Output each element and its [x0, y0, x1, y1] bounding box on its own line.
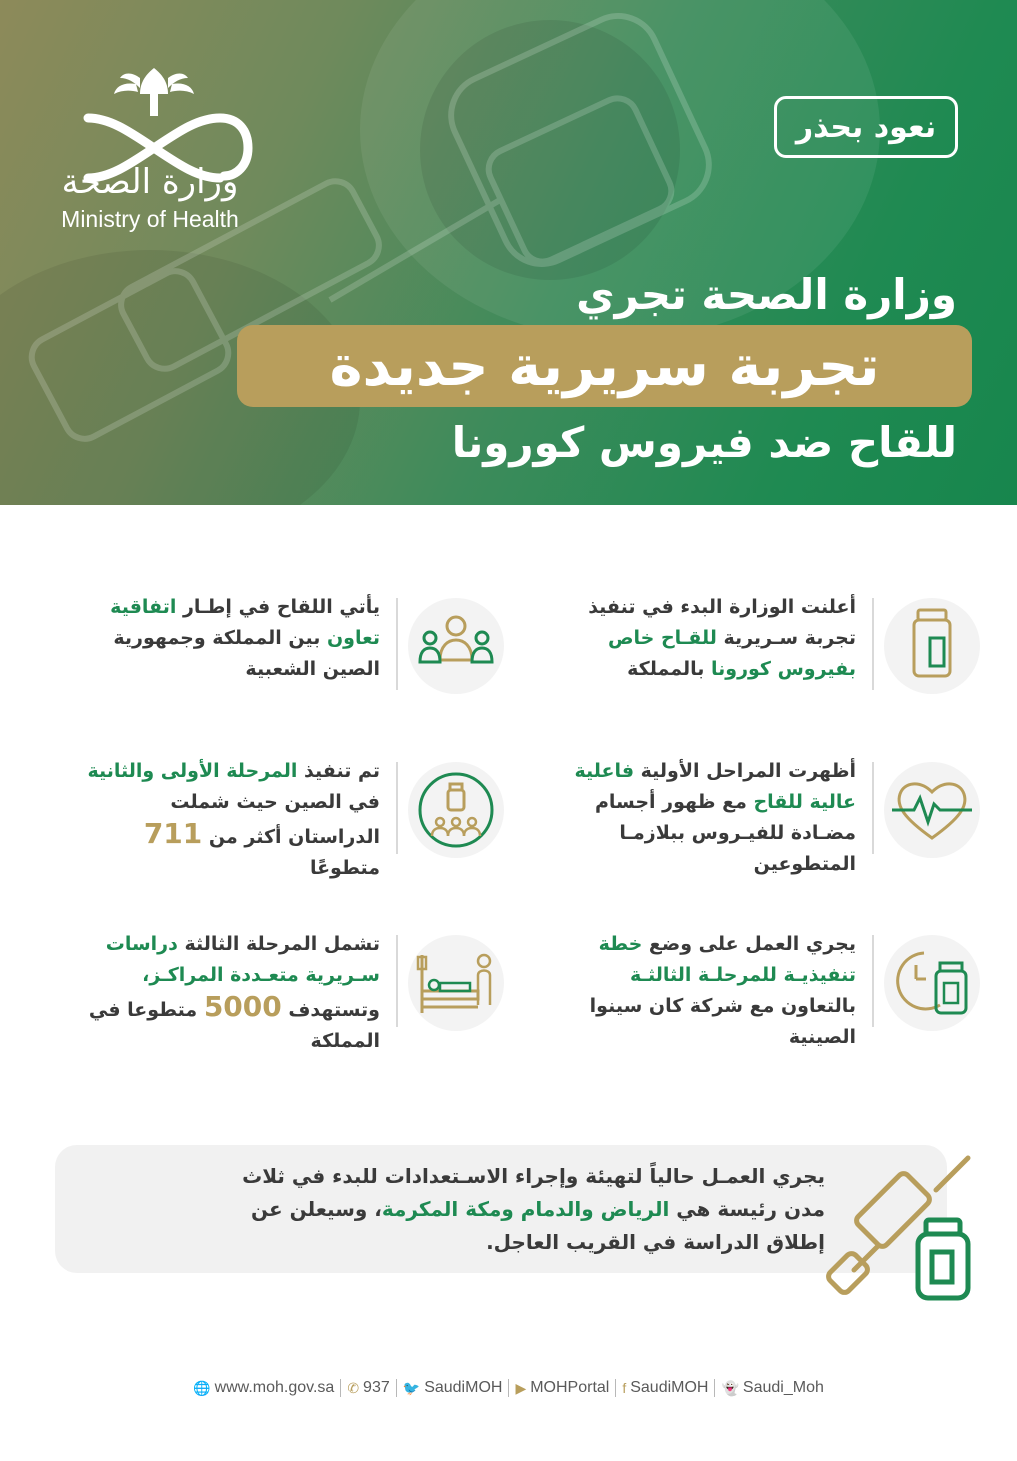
highlight-number: 5000: [203, 990, 282, 1023]
agreement-people-icon: [408, 598, 504, 694]
highlight-number: 711: [143, 817, 203, 850]
info-item: [500, 598, 980, 738]
body-text: بالتعاون مع شركة كان سينوا الصينية: [589, 995, 856, 1048]
icon-circle: [884, 598, 980, 694]
body-text: يجري العمـل حالياً لتهيئة وإجراء الاسـتعدادات للبدء في ثلاث مدن رئيسة هي: [242, 1164, 825, 1221]
footer-snapchat-link[interactable]: [714, 1379, 829, 1397]
hospital-bed-icon: [408, 935, 504, 1031]
divider: [872, 762, 874, 854]
headline-line-3: للقاح ضد فيروس كورونا: [451, 418, 957, 467]
icon-circle: [884, 935, 980, 1031]
highlight-text: المرحلة الأولى والثانية: [87, 760, 298, 782]
body-text: بالمملكة: [627, 658, 711, 680]
body-text: تم تنفيذ: [297, 760, 380, 782]
body-text: مع ظهور أجسام مضـادة للفيـروس ببلازمـا المتطوعين: [594, 791, 856, 875]
highlight-text: دراسات سـريرية متعـددة المراكـز،: [105, 933, 380, 986]
item-text: [80, 756, 380, 884]
body-text: متطوعا في المملكة: [88, 999, 380, 1052]
body-text: تشمل المرحلة الثالثة: [177, 933, 380, 955]
info-item: [90, 935, 570, 1075]
info-item: [87, 760, 570, 902]
campaign-badge: نعود بحذر: [774, 96, 958, 158]
item-text: [550, 929, 856, 1053]
info-item: [90, 598, 570, 738]
snapchat-icon: 👻: [721, 1379, 739, 1396]
footer-snapchat-label: Saudi_Moh: [742, 1379, 824, 1396]
highlight-text: للقـاح خاص بفيروس كورونا: [607, 627, 856, 680]
body-text: يأتي اللقاح في إطـار: [176, 596, 380, 618]
icon-circle: [408, 935, 504, 1031]
body-text: متطوعًا: [309, 857, 380, 879]
clock-vial-icon: [884, 935, 980, 1031]
heartbeat-icon: [884, 762, 980, 858]
ministry-name-english: Ministry of Health: [61, 206, 239, 232]
body-text: أعلنت الوزارة البدء في تنفيذ تجربة سـريرية: [588, 596, 856, 649]
headline-line-2: تجربة سريرية جديدة: [329, 333, 880, 399]
info-item: [500, 762, 980, 902]
body-text: بين المملكة وجمهورية الصين الشعبية: [113, 627, 380, 680]
youtube-icon: ▶: [515, 1379, 527, 1396]
facebook-icon: f: [622, 1380, 627, 1396]
headline-line-1: وزارة الصحة تجري: [576, 270, 957, 319]
highlight-text: اتفاقية تعاون: [110, 596, 380, 649]
summary-note-text: [195, 1160, 825, 1259]
footer-facebook-link[interactable]: [615, 1379, 714, 1397]
highlight-text: الرياض والدمام ومكة المكرمة: [381, 1197, 670, 1221]
divider: [872, 935, 874, 1027]
footer-youtube-link[interactable]: [508, 1379, 615, 1397]
divider: [396, 762, 398, 854]
icon-circle: [884, 762, 980, 858]
divider: [396, 935, 398, 1027]
footer-website-link[interactable]: [187, 1379, 340, 1397]
phone-icon: ✆: [347, 1379, 360, 1396]
divider: [396, 598, 398, 690]
ministry-name-arabic: وزارة الصحة: [61, 162, 239, 202]
globe-icon: 🌐: [193, 1379, 211, 1396]
body-text: ، وسيعلن عن إطلاق الدراسة في القريب العاجل.: [250, 1197, 825, 1254]
header-banner: [0, 0, 1017, 505]
body-text: وتستهدف: [281, 999, 380, 1021]
footer-twitter-link[interactable]: [396, 1379, 509, 1397]
footer-phone-label: 937: [363, 1379, 390, 1396]
highlight-text: فاعلية عالية للقاح: [574, 760, 856, 813]
highlight-text: خطة تنفيذيـة للمرحلـة الثالثـة: [598, 933, 856, 986]
item-text: [80, 592, 380, 685]
body-text: في الصين حيث شملت الدراستان أكثر من: [170, 791, 380, 848]
headline-highlight-box: [237, 325, 972, 407]
item-text: [550, 756, 856, 880]
footer-website-label: www.moh.gov.sa: [214, 1379, 335, 1396]
footer-twitter-label: SaudiMOH: [424, 1379, 503, 1396]
item-text: [80, 929, 380, 1057]
contact-footer: [0, 1376, 1017, 1400]
volunteers-vial-icon: [408, 762, 504, 858]
footer-youtube-label: MOHPortal: [530, 1379, 610, 1396]
divider: [872, 598, 874, 690]
footer-phone-link[interactable]: [340, 1379, 395, 1397]
footer-facebook-label: SaudiMOH: [630, 1379, 709, 1396]
icon-circle: [408, 762, 504, 858]
info-item: [500, 935, 980, 1075]
body-text: يجري العمل على وضع: [642, 933, 856, 955]
body-text: أظهرت المراحل الأولية: [634, 760, 856, 782]
syringe-vial-icon: [818, 1150, 978, 1310]
twitter-icon: 🐦: [402, 1379, 421, 1396]
vaccine-vial-icon: [884, 598, 980, 694]
icon-circle: [408, 598, 504, 694]
item-text: [550, 592, 856, 685]
